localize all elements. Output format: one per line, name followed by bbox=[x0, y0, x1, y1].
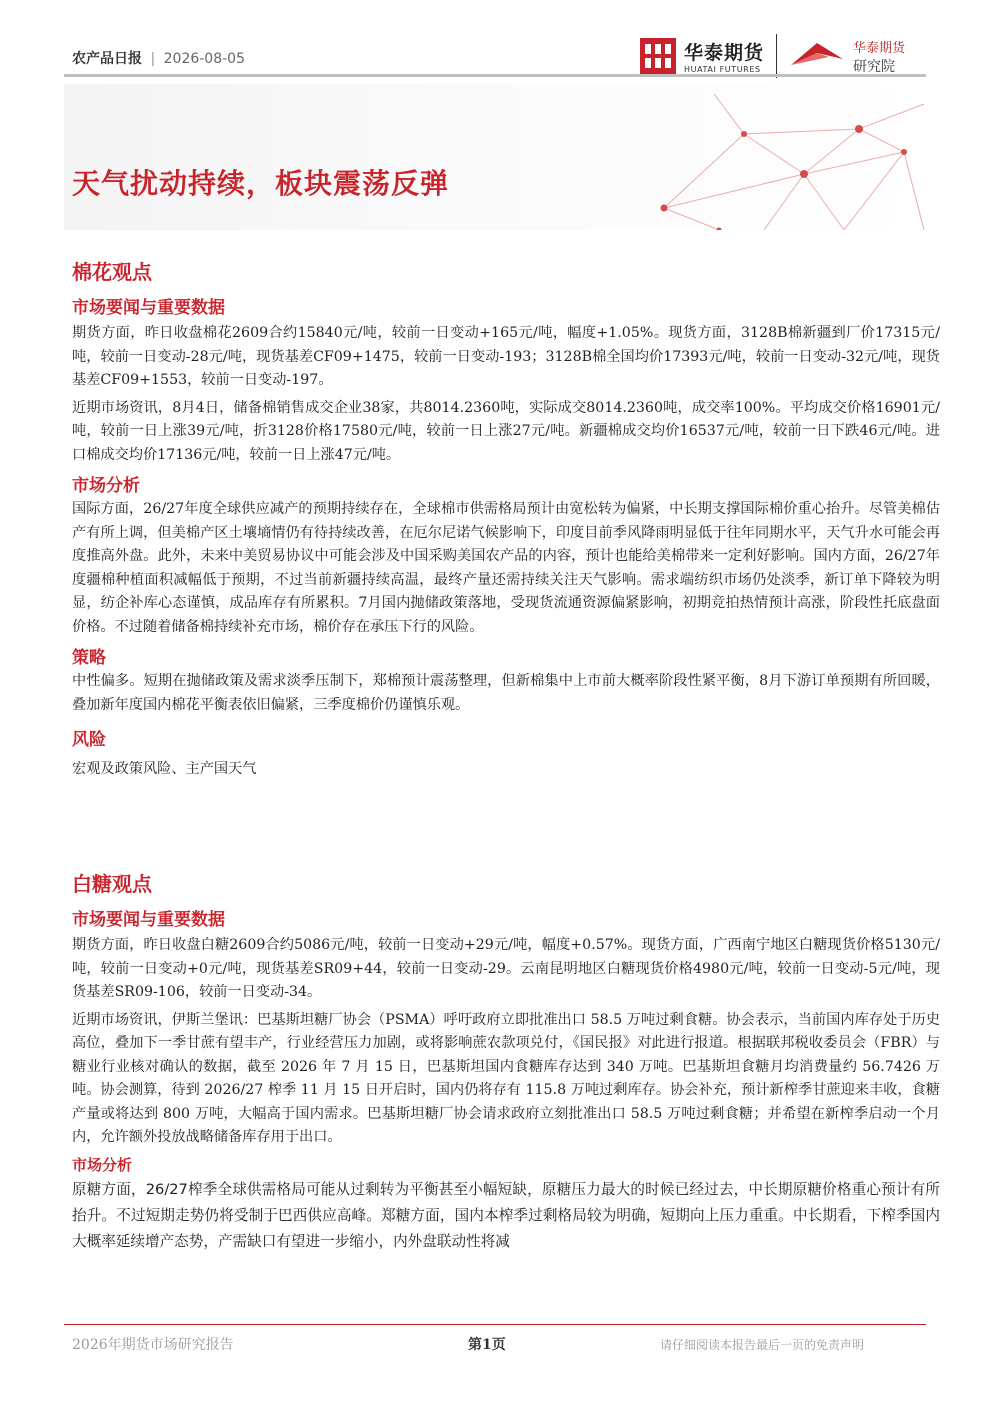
sugar-news-heading: 市场要闻与重要数据 bbox=[72, 910, 225, 930]
report-date: 2026-08-05 bbox=[163, 51, 245, 67]
logo bbox=[640, 34, 905, 78]
title-banner bbox=[64, 84, 926, 230]
institute-logo-icon bbox=[789, 39, 845, 73]
cotton-section bbox=[72, 256, 940, 782]
sugar-analysis-heading: 市场分析 bbox=[72, 1155, 133, 1174]
report-title: 天气扰动持续，板块震荡反弹 bbox=[72, 167, 450, 200]
sugar-section bbox=[72, 868, 940, 1255]
cotton-news-paragraph-2: 近期市场资讯，8月4日，储备棉销售成交企业38家，共8014.2360吨，实际成交8014.2360吨，成交率100%。平均成交价格16901元/吨，较前一日上涨39元/吨，折3128价格17580元/吨，较前一日上涨27元/吨。新疆棉成交均价16537元/吨，较前一日下跌46元/吨。进口棉成交均价17136元/吨，较前一日上涨47元/吨。 bbox=[72, 399, 940, 463]
page-number: 第1页 bbox=[468, 1337, 506, 1353]
footer-report-name: 2026年期货市场研究报告 bbox=[72, 1337, 234, 1353]
header-separator: | bbox=[150, 51, 156, 67]
sugar-heading: 白糖观点 bbox=[72, 872, 152, 896]
institute-line1: 华泰期货 bbox=[853, 40, 906, 56]
huatai-logo-icon bbox=[640, 38, 676, 74]
sugar-news-paragraph-2: 近期市场资讯，伊斯兰堡讯：巴基斯坦糖厂协会（PSMA）呼吁政府立即批准出口 58.5 万吨过剩食糖。协会表示，当前国内库存处于历史高位，叠加下一季甘蔗有望丰产，行业经营压力加剧，或将影响蔗农款项兑付，《国民报》对此进行报道。根据联邦税收委员会（FBR）与糖业行业核对确认的数据，截至 2026 年 7 月 15 日，巴基斯坦国内食糖库存达到 340 万吨。巴基斯坦食糖月均消费量约 56.7426 万吨。协会测算，待到 2026/27 榨季 11 月 15 日开启时，国内仍将存有 115.8 万吨过剩库存。协会补充，预计新榨季甘蔗迎来丰收，食糖产量或将达到 800 万吨，大幅高于国内需求。巴基斯坦糖厂协会请求政府立刻批准出口 58.5 万吨过剩食糖；并希望在新榨季启动一个月内，允许额外投放战略储备库存用于出口。 bbox=[72, 1011, 940, 1145]
report-type: 农产品日报 bbox=[72, 51, 142, 67]
disclaimer-note: 请仔细阅读本报告最后一页的免责声明 bbox=[660, 1338, 865, 1352]
network-decoration-icon bbox=[64, 84, 926, 230]
cotton-news-paragraph-1: 期货方面，昨日收盘棉花2609合约15840元/吨，较前一日变动+165元/吨，幅度+1.05%。现货方面，3128B棉新疆到厂价17315元/吨，较前一日变动-28元/吨，现货基差CF09+1475，较前一日变动-193；3128B棉全国均价17393元/吨，较前一日变动-32元/吨，现货基差CF09+1553，较前一日变动-197。 bbox=[72, 325, 940, 388]
footer-divider bbox=[64, 1324, 926, 1325]
cotton-heading: 棉花观点 bbox=[72, 260, 152, 284]
cotton-news-heading: 市场要闻与重要数据 bbox=[72, 298, 225, 318]
logo-divider bbox=[776, 34, 777, 78]
logo-cn-name: 华泰期货 bbox=[684, 42, 765, 64]
logo-en-name: HUATAI FUTURES bbox=[684, 65, 761, 74]
header-divider bbox=[64, 74, 926, 77]
cotton-strategy-heading: 策略 bbox=[72, 648, 106, 668]
sugar-news-paragraph-1: 期货方面，昨日收盘白糖2609合约5086元/吨，较前一日变动+29元/吨，幅度+0.57%。现货方面，广西南宁地区白糖现货价格5130元/吨，较前一日变动+0元/吨，现货基差SR09+44，较前一日变动-29。云南昆明地区白糖现货价格4980元/吨，较前一日变动-5元/吨，现货基差SR09-106，较前一日变动-34。 bbox=[72, 937, 940, 1000]
cotton-analysis-paragraph: 国际方面，26/27年度全球供应减产的预期持续存在，全球棉市供需格局预计由宽松转为偏紧，中长期支撑国际棉价重心抬升。尽管美棉估产有所上调，但美棉产区土壤墒情仍有待持续改善，在厄尔尼诺气候影响下，印度目前季风降雨明显低于往年同期水平，天气升水可能会再度推高外盘。此外，未来中美贸易协议中可能会涉及中国采购美国农产品的内容，预计也能给美棉带来一定利好影响。国内方面，26/27年度疆棉种植面积减幅低于预期，不过当前新疆持续高温，最终产量还需持续关注天气影响。需求端纺织市场仍处淡季，新订单下降较为明显，纺企补库心态谨慎，成品库存有所累积。7月国内抛储政策落地，受现货流通资源偏紧影响，初期竞拍热情预计高涨，阶段性托底盘面价格。不过随着储备棉持续补充市场，棉价存在承压下行的风险。 bbox=[72, 501, 940, 635]
cotton-analysis-heading: 市场分析 bbox=[72, 476, 140, 496]
cotton-strategy-paragraph: 中性偏多。短期在抛储政策及需求淡季压制下，郑棉预计震荡整理，但新棉集中上市前大概率阶段性紧平衡，8月下游订单预期有所回暖，叠加新年度国内棉花平衡表依旧偏紧，三季度棉价仍谨慎乐观。 bbox=[72, 673, 940, 713]
sugar-analysis-paragraph: 原糖方面，26/27榨季全球供需格局可能从过剩转为平衡甚至小幅短缺，原糖压力最大的时候已经过去，中长期原糖价格重心预计有所抬升。不过短期走势仍将受制于巴西供应高峰。郑糖方面，国内本榨季过剩格局较为明确，短期向上压力重重。中长期看，下榨季国内大概率延续增产态势，产需缺口有望进一步缩小，内外盘联动性将减 bbox=[72, 1180, 940, 1250]
cotton-risk-heading: 风险 bbox=[72, 730, 106, 750]
cotton-risk-paragraph: 宏观及政策风险、主产国天气 bbox=[72, 761, 257, 777]
report-header bbox=[72, 48, 245, 68]
institute-line2: 研究院 bbox=[853, 58, 896, 75]
